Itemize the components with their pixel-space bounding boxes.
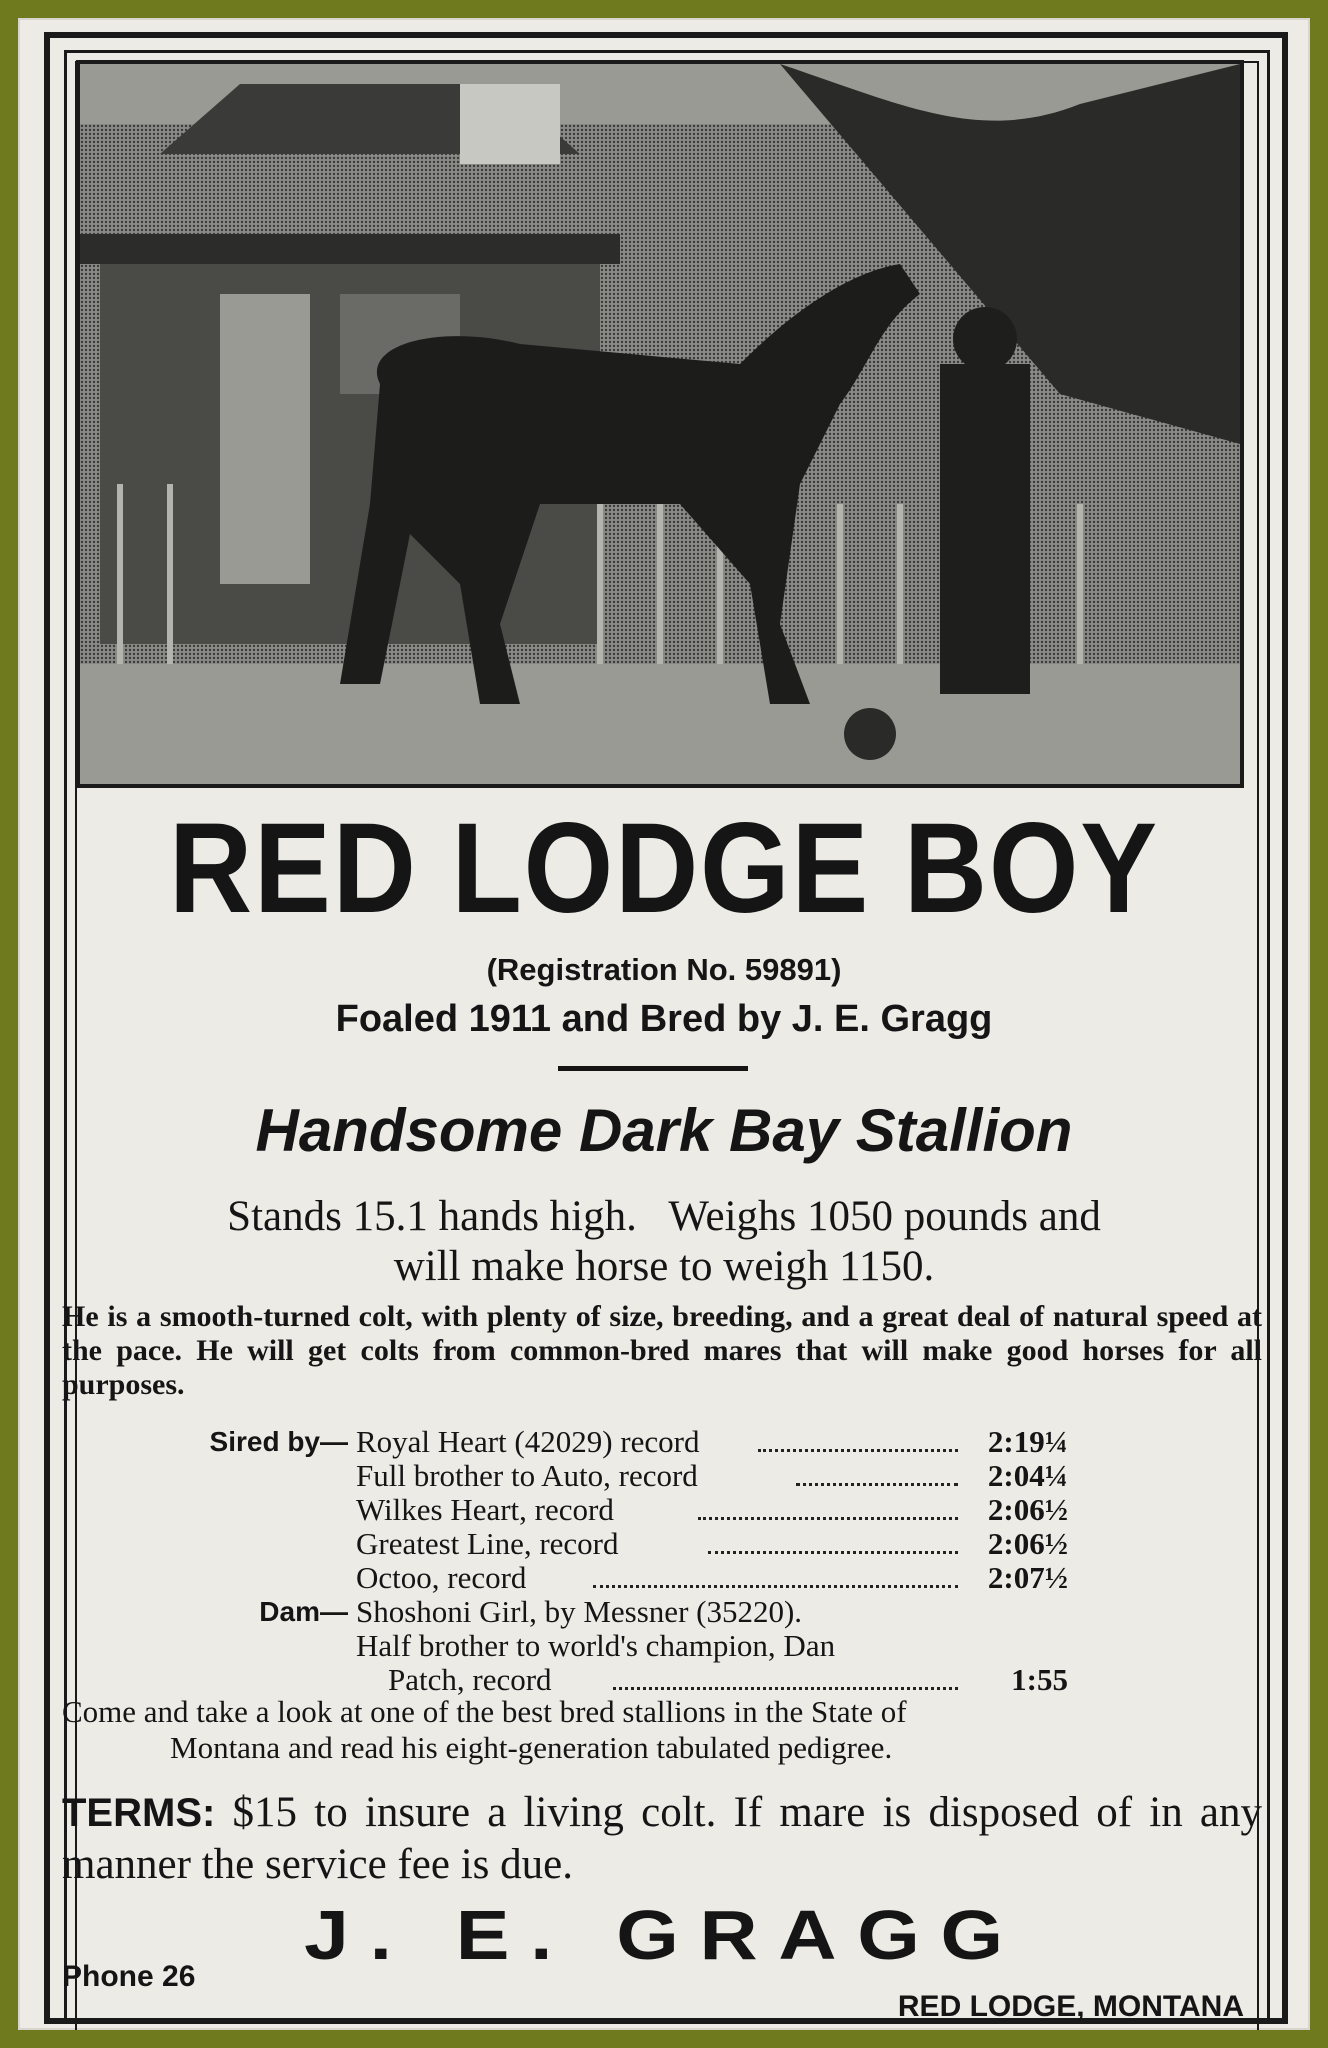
leader-dots [708, 1527, 958, 1554]
pedigree-record: 2:06½ [987, 1492, 1068, 1527]
closing-line-2: Montana and read his eight-generation tabulated pedigree. [170, 1730, 893, 1765]
stats-paragraph [64, 1192, 1264, 1292]
leader-dots [613, 1663, 958, 1690]
closing-line-1: Come and take a look at one of the best bred stallions in the State of [62, 1694, 907, 1729]
leader-dots [796, 1459, 958, 1486]
location: RED LODGE, MONTANA [897, 1990, 1244, 2023]
horse-name-title: RED LODGE BOY [169, 797, 1159, 940]
pedigree-text: Octoo, record [356, 1560, 527, 1595]
registration-number: (Registration No. 59891) [486, 952, 842, 987]
dam-text: Shoshoni Girl, by Messner (35220). [356, 1594, 803, 1629]
dam-label: Dam— [259, 1596, 348, 1627]
sired-by-label: Sired by— [209, 1426, 348, 1457]
pedigree-record: 2:04¼ [987, 1458, 1068, 1493]
dam-record: 1:55 [1011, 1662, 1068, 1697]
pedigree-row [168, 1425, 1068, 1459]
dam-text: Patch, record [388, 1662, 552, 1697]
terms-label: TERMS: [62, 1791, 216, 1835]
pedigree-record: 2:07½ [987, 1560, 1068, 1595]
pedigree-text: Full brother to Auto, record [356, 1458, 698, 1493]
pedigree-record: 2:19¼ [987, 1424, 1068, 1459]
foaled-bred-line: Foaled 1911 and Bred by J. E. Gragg [335, 998, 993, 1040]
terms-text: $15 to insure a living colt. If mare is disposed of in any manner the service fee is due. [62, 1789, 1262, 1888]
pedigree-row [168, 1595, 1068, 1629]
leader-dots [593, 1561, 958, 1588]
closing-paragraph [62, 1694, 1262, 1766]
phone-number: Phone 26 [62, 1960, 196, 1993]
pedigree-text: Wilkes Heart, record [356, 1492, 614, 1527]
dam-text: Half brother to world's champion, Dan [356, 1628, 836, 1663]
pedigree-row [168, 1527, 1068, 1561]
stats-line-1: Stands 15.1 hands high. Weighs 1050 pounds and [227, 1193, 1101, 1240]
pedigree-row [168, 1663, 1068, 1697]
pedigree-row [168, 1561, 1068, 1595]
horse-photo [76, 60, 1244, 788]
leader-dots [698, 1493, 958, 1520]
pedigree-row [168, 1459, 1068, 1493]
terms-paragraph [62, 1787, 1262, 1891]
stats-line-2: will make horse to weigh 1150. [393, 1243, 935, 1290]
description-paragraph: He is a smooth-turned colt, with plenty of size, breeding, and a great deal of natural speed at the pace. He will get colts from common-bred mares that will make good horses for all purposes. [62, 1300, 1262, 1401]
signer-name: J. E. GRAGG [304, 1896, 1024, 1974]
pedigree-record: 2:06½ [987, 1526, 1068, 1561]
leader-dots [758, 1425, 958, 1452]
pedigree-table [168, 1425, 1068, 1697]
headline: Handsome Dark Bay Stallion [255, 1097, 1073, 1164]
pedigree-text: Royal Heart (42029) record [356, 1424, 700, 1459]
pedigree-text: Greatest Line, record [356, 1526, 619, 1561]
divider-rule [558, 1066, 748, 1071]
pedigree-row [168, 1629, 1068, 1663]
pedigree-row [168, 1493, 1068, 1527]
